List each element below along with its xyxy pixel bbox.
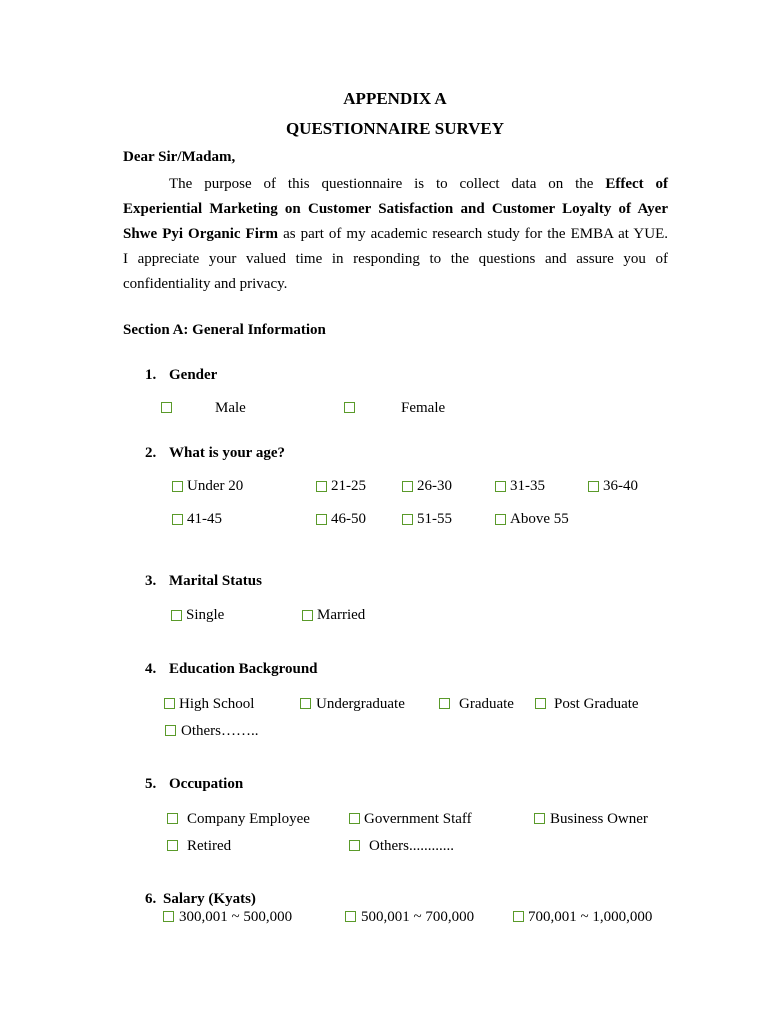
checkbox-age-26-30[interactable]: [402, 481, 413, 492]
option-label-female: Female: [401, 400, 446, 416]
option-label-age: 21-25: [331, 478, 366, 494]
checkbox-age-36-40[interactable]: [588, 481, 599, 492]
question-occupation: Occupation: [169, 776, 244, 792]
option-label-married: Married: [317, 607, 366, 623]
intro-line-1: [123, 172, 668, 197]
checkbox-salary-500001-700000[interactable]: [345, 911, 356, 922]
option-label-age: 26-30: [417, 478, 452, 494]
survey-title: QUESTIONNAIRE SURVEY: [285, 119, 505, 138]
option-label-age: Above 55: [510, 511, 569, 527]
option-label-salary: 500,001 ~ 700,000: [361, 909, 475, 925]
checkbox-female[interactable]: [344, 402, 355, 413]
option-label-occupation: Government Staff: [364, 811, 472, 827]
intro-line-4: I appreciate your valued time in responding to the questions and assure you of: [123, 251, 668, 267]
checkbox-age-above-55[interactable]: [495, 514, 506, 525]
checkbox-graduate[interactable]: [439, 698, 450, 709]
option-label-age: Under 20: [187, 478, 244, 494]
question-number: 1.: [145, 367, 157, 383]
option-label-education: Others……..: [181, 723, 259, 739]
option-label-salary: 300,001 ~ 500,000: [179, 909, 293, 925]
checkbox-post-graduate[interactable]: [535, 698, 546, 709]
option-label-age: 51-55: [417, 511, 452, 527]
option-label-education: High School: [179, 696, 255, 712]
option-label-single: Single: [186, 607, 225, 623]
checkbox-single[interactable]: [171, 610, 182, 621]
option-label-male: Male: [215, 400, 246, 416]
option-label-occupation: Others............: [369, 838, 454, 854]
question-number: 2.: [145, 445, 157, 461]
checkbox-age-under-20[interactable]: [172, 481, 183, 492]
checkbox-male[interactable]: [161, 402, 172, 413]
checkbox-occupation-others[interactable]: [349, 840, 360, 851]
option-label-education: Post Graduate: [554, 696, 639, 712]
checkbox-government-staff[interactable]: [349, 813, 360, 824]
checkbox-education-others[interactable]: [165, 725, 176, 736]
question-number: 3.: [145, 573, 157, 589]
option-label-occupation: Business Owner: [550, 811, 648, 827]
question-marital-status: Marital Status: [169, 573, 262, 589]
intro-text: The purpose of this questionnaire is to collect data on the: [169, 176, 594, 192]
intro-paragraph: [123, 172, 668, 297]
option-label-age: 41-45: [187, 511, 222, 527]
checkbox-retired[interactable]: [167, 840, 178, 851]
question-education: Education Background: [169, 661, 318, 677]
checkbox-undergraduate[interactable]: [300, 698, 311, 709]
option-label-education: Undergraduate: [316, 696, 405, 712]
intro-line-3: [123, 222, 668, 247]
checkbox-age-21-25[interactable]: [316, 481, 327, 492]
intro-text: as part of my academic research study for the EMBA at YUE.: [278, 226, 668, 242]
question-gender: Gender: [169, 367, 218, 383]
checkbox-high-school[interactable]: [164, 698, 175, 709]
section-a-heading: Section A: General Information: [123, 322, 326, 338]
checkbox-business-owner[interactable]: [534, 813, 545, 824]
appendix-heading: APPENDIX A: [343, 89, 447, 108]
question-salary: Salary (Kyats): [163, 891, 256, 907]
option-label-age: 46-50: [331, 511, 366, 527]
question-age: What is your age?: [169, 445, 285, 461]
checkbox-company-employee[interactable]: [167, 813, 178, 824]
intro-line-5: confidentiality and privacy.: [123, 276, 288, 292]
salutation: Dear Sir/Madam,: [123, 149, 236, 165]
checkbox-age-41-45[interactable]: [172, 514, 183, 525]
intro-firm-bold: Shwe Pyi Organic Firm: [123, 226, 279, 242]
option-label-age: 36-40: [603, 478, 638, 494]
question-number: 6.: [145, 891, 157, 907]
checkbox-salary-700001-1000000[interactable]: [513, 911, 524, 922]
option-label-salary: 700,001 ~ 1,000,000: [528, 909, 653, 925]
checkbox-age-46-50[interactable]: [316, 514, 327, 525]
intro-line-2: Experiential Marketing on Customer Satisfaction and Customer Loyalty of Ayer: [123, 201, 668, 217]
question-number: 5.: [145, 776, 157, 792]
question-number: 4.: [145, 661, 157, 677]
checkbox-age-51-55[interactable]: [402, 514, 413, 525]
intro-topic-bold: Effect of: [605, 176, 668, 192]
checkbox-salary-300001-500000[interactable]: [163, 911, 174, 922]
option-label-occupation: Retired: [187, 838, 232, 854]
checkbox-age-31-35[interactable]: [495, 481, 506, 492]
option-label-occupation: Company Employee: [187, 811, 310, 827]
option-label-education: Graduate: [459, 696, 514, 712]
checkbox-married[interactable]: [302, 610, 313, 621]
option-label-age: 31-35: [510, 478, 545, 494]
